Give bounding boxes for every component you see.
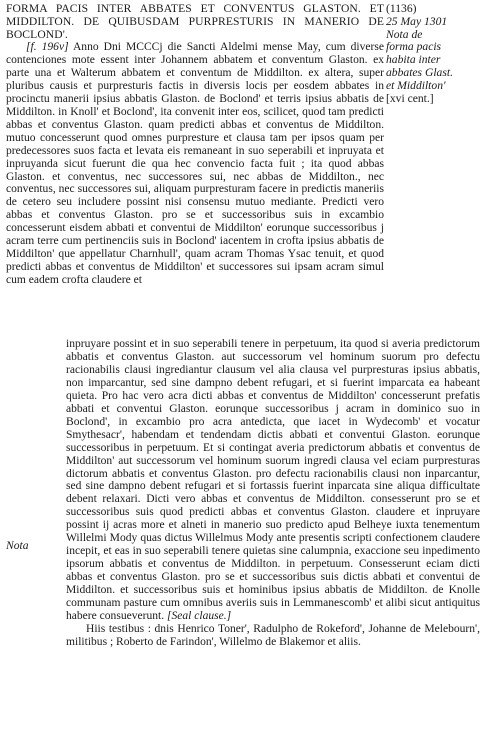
margin-date: 25 May 1301	[386, 14, 448, 28]
margin-note-line: forma pacis	[386, 40, 442, 54]
continued-text-column	[66, 338, 480, 649]
main-text-column	[6, 41, 384, 287]
paragraph-text: Anno Dni MCCCj die Sancti Aldelmi mense May, cum diverse contenciones mote essent inter Johannem abbatem et conventum Glaston. ex parte una et Walterum abbatem et conventum de Middilton. ex altera, super pluribus causis et purpresturis factis in diversis locis per eosdem abbates in procinctu manerii ipsius abbatis Glaston. de Boclond' et terris ipsius abbatis de Middilton. in Knoll' et Boclond', ita convenit inter eos, scilicet, quod tam predicti abbas et conventus Glaston. quam predicti abbas et conventus de Middilton. mutuo concesserunt quod omnes purpresture et clausa tam per ipsos quam per predecessores suos facta et levata eis remaneant in suo seperabili et inpruyata et inpruyanda sicut fuerunt die qua hec convencio facta fuit ; ita quod abbas Glaston. et conventus, nec successores sui, nec abbas de Middilton., nec conventus, nec successores sui, aliquam purpresturam facere in predictis maneriis de cetero seu includere possint nisi consensu mutuo mediante.	[6, 41, 384, 209]
margin-note	[386, 3, 486, 105]
margin-note-line: abbates Glast.	[386, 65, 453, 79]
folio-reference: [f. 196v]	[26, 41, 69, 53]
entry-number: (1136)	[386, 2, 417, 15]
paragraph-text: Predicti vero abbas et conventus Glaston. pro se et successoribus suis in excambio concesserunt eisdem abbati et conventui de Middilton' eorunque successoribus j acram terre cum pertinenciis suis in Boclond' iacentem in crofta ipsius abbatis de Middilton' que appellatur Charnhull', quam acram Thomas Ysac tenuit, et quod predicti abbas et conventus de Middilton' et successores sui ipsam acram simul cum eadem crofta claudere et	[6, 196, 384, 287]
margin-century: [xvi cent.]	[386, 91, 434, 105]
paragraph	[6, 41, 384, 287]
paragraph-text: Consesserunt eciam dicti abbas et conventus Glaston. pro se et successoribus suis dictis abbati et conventui de Middilton. et successoribus suis et hominibus ipsius abbatis de Middilton. de Knolle communam pasture cum omnibus averiis suis in Lemmanescomb' et alibi sicut antiquitus habere consueverunt.	[66, 558, 481, 623]
margin-note-line: habita inter	[386, 53, 441, 67]
side-nota: Nota	[6, 539, 29, 552]
margin-note-line: Nota de	[386, 27, 423, 41]
margin-note-line: et Middilton'	[386, 78, 446, 92]
paragraph-text: Pro hac vero acra dicti abbas et conventus de Middilton' concesserunt prefatis abbati et conventui Glaston. eorunque successoribus j acram in dominico suo in Boclond', in excambio pro acra antedicta, que iacet in Wydecomb' et vocatur Smythesacr', habendam et tendendam dictis abbati et conventui Glaston. eorunque successoribus in perpetuum.	[66, 389, 480, 454]
paragraph-text: Dicti vero abbas et conventus de Middilton. consesserunt pro se et successoribus suis quod predicti abbas et conventus Glaston. claudere et inpruyare possint ij acras more et alneti in manerio suo predicto apud Belheye iuxta tenementum Willelmi Mody quas dictus Willelmus Mody ante presentis scripti confectionem claudere incepit, et eas in suo seperabili tenere quietas sine calumpnia, exaccione seu inpedimento ipsorum abbatis et conventus de Middilton. in perpetuum.	[66, 493, 480, 571]
paragraph-text: Et si contingat averia predictorum abbatis et conventus de Middilton' aut successorum vel hominum suorum ingredi clausa vel eciam purpresturas dictorum abbatis et conventus Glaston. pro defectu racionabilis clausi non inparcantur, sed sine dampno debent refugari et si fortassis fuerint inparcata sine aliqua difficultate debent relaxari.	[66, 441, 481, 506]
paragraph	[66, 338, 480, 623]
paragraph-text: inpruyare possint et in suo seperabili tenere in perpetuum, ita quod si averia predictorum abbatis et conventus Glaston. aut successorum vel hominum suorum pro defectu racionabilis clausi ingrediantur clausum vel alia clausa vel purpresturas ipsius abbatis, non imparcantur, sed sine dampno debent refugari, et si fuerint imparcata ea habeant quieta.	[66, 338, 480, 402]
seal-clause: [Seal clause.]	[167, 610, 232, 623]
witnesses-paragraph	[66, 623, 480, 649]
document-heading: FORMA PACIS INTER ABBATES ET CONVENTUS GLASTON. ET MIDDILTON. DE QUIBUSDAM PURPRESTURIS IN MANERIO DE BOCLOND'.	[6, 2, 384, 41]
witnesses-text: Hiis testibus : dnis Henrico Toner', Radulpho de Rokeford', Johanne de Melebourn', militibus ; Roberto de Farindon', Willelmo de Blakemor et aliis.	[66, 622, 480, 648]
